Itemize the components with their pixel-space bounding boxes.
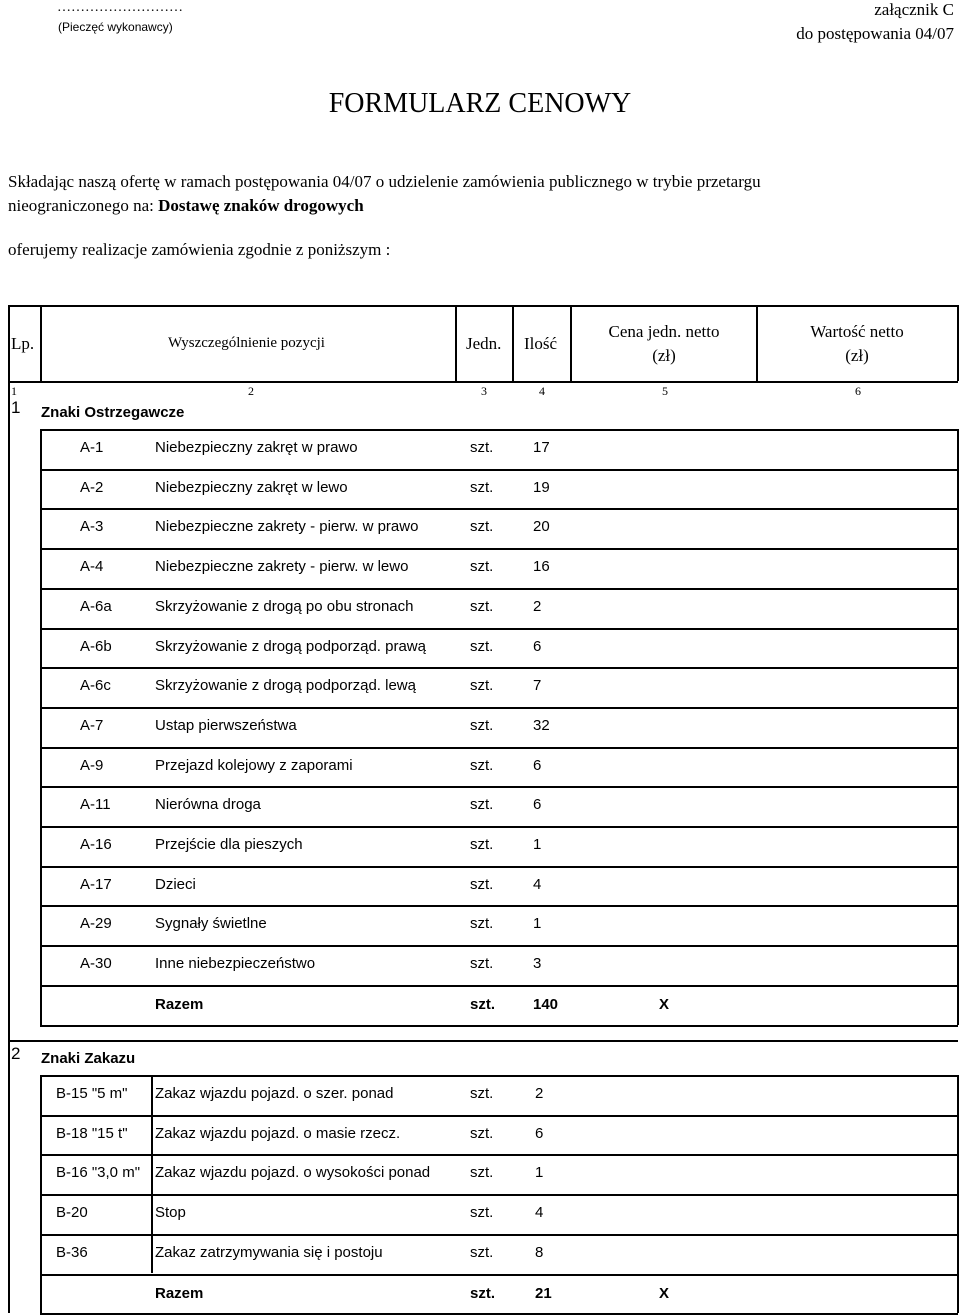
section1-row-divider	[40, 508, 958, 510]
section2-row-code: B-36	[56, 1243, 88, 1261]
section2-row-name: Zakaz wjazdu pojazd. o wysokości ponad	[155, 1164, 431, 1182]
section1-total-label: Razem	[155, 995, 204, 1013]
section1-row-name: Przejście dla pieszych	[155, 836, 303, 853]
section-separator	[8, 1040, 958, 1042]
section2-row-divider	[40, 1194, 958, 1196]
section1-row-name: Skrzyżowanie z drogą po obu stronach	[155, 597, 414, 615]
intro-line-2	[8, 196, 364, 216]
header-quantity: Ilość	[524, 334, 558, 353]
section1-row-code: A-9	[80, 756, 104, 774]
section1-row-name: Niebezpieczne zakrety - pierw. w lewo	[155, 558, 409, 576]
contractor-stamp-label: (Pieczęć wykonawcy)	[58, 20, 173, 34]
document-title: FORMULARZ CENOWY	[328, 88, 632, 119]
signature-dots: ………………………	[57, 0, 183, 15]
section1-row-unit: szt.	[470, 677, 494, 695]
section1-row-divider	[40, 945, 958, 947]
section1-row-unit: szt.	[470, 478, 494, 496]
header-net-value-currency: (zł)	[845, 346, 869, 365]
section1-name: Znaki Ostrzegawcze	[41, 404, 185, 421]
intro-line-3: oferujemy realizacje zamówienia zgodnie z poniższym :	[8, 240, 391, 259]
section2-name: Znaki Zakazu	[41, 1050, 136, 1067]
section1-row-code: A-3	[80, 518, 104, 536]
section2-row-quantity: 8	[535, 1243, 544, 1261]
section2-table-right-border	[957, 1075, 959, 1313]
section2-row-name: Zakaz wjazdu pojazd. o masie rzecz.	[155, 1124, 401, 1142]
section1-row-code: A-6c	[80, 677, 111, 695]
section2-row-unit: szt.	[470, 1164, 494, 1182]
section2-table-top-border	[40, 1075, 958, 1077]
section2-row-quantity: 6	[535, 1124, 544, 1142]
section1-row-divider	[40, 469, 958, 471]
section1-row-divider	[40, 985, 958, 987]
section2-row-name: Zakaz zatrzymywania się i postoju	[155, 1243, 383, 1261]
intro-line-2-prefix: nieograniczonego na:	[8, 196, 159, 215]
header-col-divider	[40, 305, 42, 381]
section1-row-unit: szt.	[470, 518, 494, 536]
section2-table-left-border	[40, 1075, 42, 1313]
column-number: 6	[855, 384, 861, 398]
section1-table-bottom-border	[40, 1025, 958, 1027]
section1-row-quantity: 32	[533, 716, 550, 734]
section1-table-top-border	[40, 429, 958, 431]
header-right-border	[957, 305, 959, 381]
section1-table-left-border	[40, 429, 42, 1025]
section2-row-divider	[40, 1234, 958, 1236]
header-top-border	[8, 305, 958, 307]
section1-row-divider	[40, 866, 958, 868]
section1-row-unit: szt.	[470, 756, 494, 774]
section1-row-divider	[40, 667, 958, 669]
header-col-divider	[512, 305, 514, 381]
section2-row-unit: szt.	[470, 1204, 494, 1222]
column-number: 1	[11, 384, 17, 398]
section2-row-divider	[40, 1115, 958, 1117]
section1-row-unit: szt.	[470, 637, 494, 655]
section2-row-code: B-15 "5 m"	[56, 1085, 128, 1102]
section1-row-unit: szt.	[470, 597, 494, 615]
section1-row-name: Sygnały świetlne	[155, 915, 267, 933]
header-net-value: Wartość netto	[810, 322, 904, 341]
section2-total-unit: szt.	[470, 1284, 496, 1302]
section1-row-name: Niebezpieczny zakręt w prawo	[155, 439, 358, 456]
proceeding-label: do postępowania 04/07	[796, 24, 954, 43]
column-number: 2	[248, 384, 254, 398]
section1-table-right-border	[957, 429, 959, 1025]
section1-row-unit: szt.	[470, 796, 494, 814]
section1-number: 1	[11, 398, 21, 417]
section1-row-quantity: 6	[533, 637, 542, 655]
section1-row-quantity: 6	[533, 796, 542, 814]
section1-row-name: Nierówna droga	[155, 796, 261, 814]
section1-row-quantity: 17	[533, 439, 550, 456]
section1-total-price: X	[658, 995, 669, 1013]
section1-row-quantity: 4	[533, 875, 542, 893]
section1-total-unit: szt.	[470, 995, 496, 1013]
section2-row-divider	[40, 1274, 958, 1276]
header-unit-price: Cena jedn. netto	[608, 322, 720, 341]
section1-row-code: A-6a	[80, 597, 112, 615]
section2-number: 2	[11, 1044, 21, 1063]
section1-row-code: A-29	[80, 915, 112, 933]
section1-row-quantity: 1	[533, 836, 542, 853]
section1-row-divider	[40, 588, 958, 590]
section1-row-quantity: 16	[533, 558, 550, 576]
section1-row-name: Niebezpieczne zakrety - pierw. w prawo	[155, 518, 419, 536]
attachment-label: załącznik C	[874, 0, 954, 19]
header-unit: Jedn.	[466, 334, 502, 353]
header-description: Wyszczególnienie pozycji	[168, 335, 325, 351]
section1-row-unit: szt.	[470, 716, 494, 734]
section1-row-divider	[40, 628, 958, 630]
section2-row-quantity: 2	[535, 1085, 544, 1102]
header-lp: Lp.	[11, 334, 35, 353]
section2-row-divider	[40, 1154, 958, 1156]
section2-total-label: Razem	[155, 1284, 204, 1302]
header-bottom-border	[8, 381, 958, 383]
header-col-divider	[756, 305, 758, 381]
section2-row-name: Zakaz wjazdu pojazd. o szer. ponad	[155, 1085, 394, 1102]
column-number: 5	[662, 384, 668, 398]
section1-row-code: A-30	[80, 955, 112, 973]
section1-row-quantity: 6	[533, 756, 542, 774]
section1-row-name: Przejazd kolejowy z zaporami	[155, 756, 353, 774]
section1-row-quantity: 7	[533, 677, 542, 695]
header-left-border	[8, 305, 10, 381]
section1-row-unit: szt.	[470, 558, 494, 576]
section1-row-quantity: 19	[533, 478, 550, 496]
section2-row-code: B-20	[56, 1204, 88, 1222]
section2-row-code: B-18 "15 t"	[56, 1124, 128, 1142]
section1-row-divider	[40, 747, 958, 749]
section2-total-price: X	[658, 1284, 669, 1302]
section1-row-unit: szt.	[470, 915, 494, 933]
section2-row-unit: szt.	[470, 1243, 494, 1261]
section2-code-divider	[151, 1075, 153, 1273]
section1-row-name: Inne niebezpieczeństwo	[155, 955, 316, 973]
section2-row-code: B-16 "3,0 m"	[56, 1164, 141, 1182]
header-col-divider	[570, 305, 572, 381]
section1-row-code: A-2	[80, 478, 104, 496]
section1-row-name: Ustap pierwszeństwa	[155, 716, 297, 734]
section2-row-unit: szt.	[470, 1085, 494, 1102]
intro-subject: Dostawę znaków drogowych	[158, 196, 364, 215]
section1-total-quantity: 140	[533, 995, 559, 1013]
section1-row-divider	[40, 707, 958, 709]
section1-row-name: Dzieci	[155, 875, 196, 893]
section1-row-quantity: 1	[533, 915, 542, 933]
table-left-border	[8, 381, 10, 1313]
section2-row-quantity: 4	[535, 1204, 544, 1222]
section1-row-code: A-6b	[80, 637, 112, 655]
section1-row-divider	[40, 826, 958, 828]
section1-row-code: A-1	[80, 439, 104, 456]
section1-row-code: A-4	[80, 558, 104, 576]
section1-row-unit: szt.	[470, 439, 494, 456]
section1-row-name: Skrzyżowanie z drogą podporząd. prawą	[155, 637, 426, 655]
intro-line-1: Składając naszą ofertę w ramach postępowania 04/07 o udzielenie zamówienia publicznego w trybie przetargu	[8, 172, 761, 191]
section1-row-code: A-11	[80, 796, 111, 814]
header-col-divider	[455, 305, 457, 381]
section1-row-unit: szt.	[470, 875, 494, 893]
section1-row-code: A-17	[80, 875, 112, 893]
section1-row-name: Niebezpieczny zakręt w lewo	[155, 478, 348, 496]
section1-row-unit: szt.	[470, 836, 494, 853]
section1-row-quantity: 2	[533, 597, 542, 615]
section1-row-unit: szt.	[470, 955, 494, 973]
header-unit-price-currency: (zł)	[652, 346, 676, 365]
section1-row-code: A-7	[80, 716, 104, 734]
section1-row-divider	[40, 786, 958, 788]
section1-row-code: A-16	[80, 836, 112, 853]
section1-row-name: Skrzyżowanie z drogą podporząd. lewą	[155, 677, 416, 695]
section2-row-quantity: 1	[535, 1164, 544, 1182]
column-number: 3	[481, 384, 487, 398]
section1-row-divider	[40, 905, 958, 907]
section1-row-quantity: 3	[533, 955, 542, 973]
section1-row-divider	[40, 548, 958, 550]
section2-row-name: Stop	[155, 1204, 186, 1222]
section2-total-quantity: 21	[535, 1284, 552, 1302]
section1-row-quantity: 20	[533, 518, 550, 536]
section2-row-unit: szt.	[470, 1124, 494, 1142]
column-number: 4	[539, 384, 545, 398]
